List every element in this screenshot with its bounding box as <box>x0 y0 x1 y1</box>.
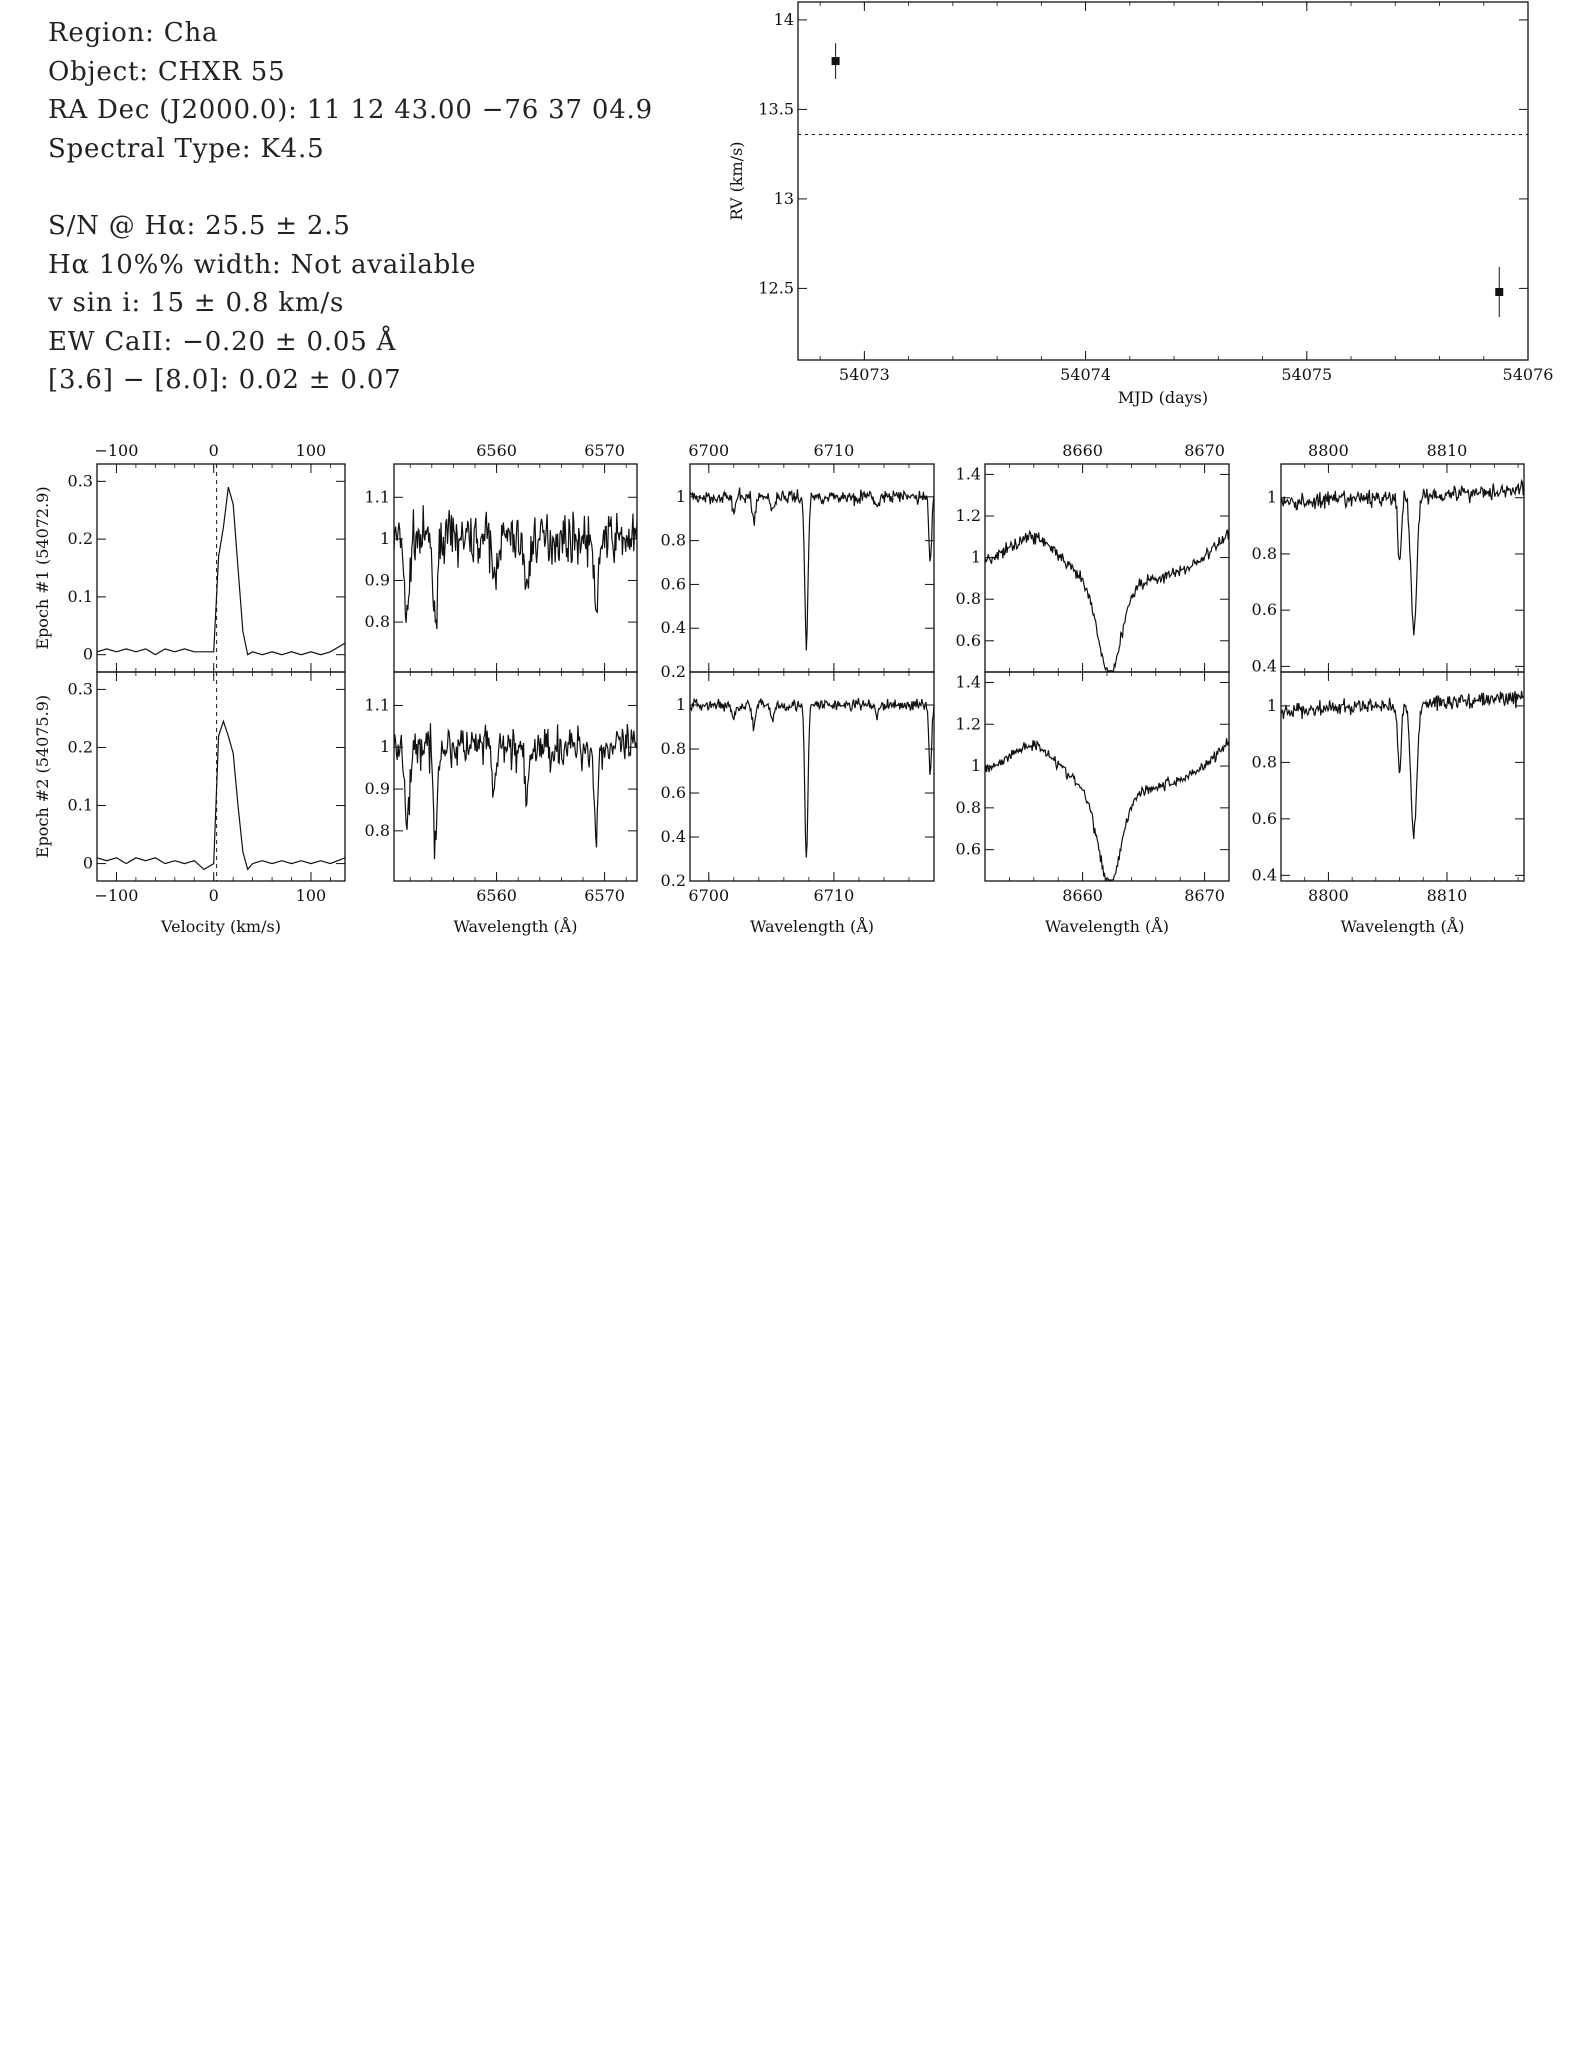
ca8807-e2-xtick-label: 8800 <box>1308 886 1349 905</box>
li6708-e2-xtick-label: 6700 <box>688 886 730 905</box>
ca8662-e2-ytick-label: 1.4 <box>955 672 981 692</box>
li6708-e1-ytick-label: 0.2 <box>660 662 686 681</box>
ca8662-e2-ytick-label: 0.8 <box>955 797 981 817</box>
li6708-e2-ytick-label: 0.2 <box>660 871 686 890</box>
rv-point-2 <box>1495 288 1503 296</box>
ca8662-series-line-1 <box>985 530 1229 671</box>
rv-xtick-label: 54073 <box>838 365 890 384</box>
halpha-e1-xtick-label-top: −100 <box>94 441 139 460</box>
li6560-e2-ytick-label: 1.1 <box>364 695 390 715</box>
ca8662-e2-ytick-label: 1 <box>970 756 981 776</box>
panel-li6560-epoch2 <box>365 672 637 905</box>
rv-ylabel: RV (km/s) <box>727 141 746 221</box>
panel-li6560 <box>365 441 637 936</box>
rv-xtick-label: 54076 <box>1502 365 1554 384</box>
halpha-frame-1 <box>97 464 345 672</box>
li6708-e1-ytick-label: 1 <box>675 486 686 506</box>
ew-caii-text: EW CaII: −0.20 ± 0.05 Å <box>48 326 397 357</box>
li6708-e1-ytick-label: 0.4 <box>660 618 686 638</box>
rv-chart <box>727 2 1553 407</box>
li6560-e2-ytick-label: 0.8 <box>364 820 390 840</box>
ca8662-e1-xtick-label-top: 8660 <box>1062 441 1103 460</box>
li6708-e2-ytick-label: 0.6 <box>660 783 686 802</box>
li6708-frame-2 <box>690 672 934 881</box>
halpha-xlabel: Velocity (km/s) <box>161 917 281 936</box>
spectral-type-text: Spectral Type: K4.5 <box>48 133 325 164</box>
region-text: Region: Cha <box>48 18 219 48</box>
panel-ca8662-epoch1 <box>956 441 1229 672</box>
ca8662-e1-xtick-label-top: 8670 <box>1184 441 1225 460</box>
halpha-e2-xtick-label: 100 <box>295 886 327 905</box>
color-index-text: [3.6] − [8.0]: 0.02 ± 0.07 <box>48 365 402 395</box>
li6708-e2-ytick-label: 0.8 <box>660 739 686 758</box>
ca8807-e1-ytick-label: 1 <box>1266 487 1277 507</box>
li6560-e1-ytick-label: 1.1 <box>364 487 390 507</box>
li6560-e2-xtick-label: 6570 <box>584 886 625 905</box>
object-text: Object: CHXR 55 <box>48 56 286 87</box>
halpha-e1-xtick-label-top: 0 <box>208 441 219 460</box>
li6560-e1-xtick-label-top: 6560 <box>476 441 517 460</box>
li6560-frame-2 <box>394 672 637 881</box>
li6560-e1-ytick-label: 0.8 <box>364 612 390 632</box>
li6708-series-line-1 <box>690 488 934 651</box>
rv-ytick-label: 13.5 <box>758 99 794 119</box>
halpha-frame-2 <box>97 672 345 881</box>
halpha-e2-ytick-label: 0.3 <box>67 679 93 699</box>
li6708-e1-ytick-label: 0.8 <box>660 530 686 550</box>
halpha-e2-xtick-label: 0 <box>208 886 219 905</box>
panel-ca8662 <box>956 441 1229 936</box>
halpha-e1-ytick-label: 0.1 <box>67 586 93 606</box>
panel-li6708 <box>661 441 934 936</box>
li6708-series-line-2 <box>690 698 934 858</box>
panel-halpha-epoch2 <box>33 672 345 905</box>
halpha-e2-ytick-label: 0.1 <box>67 795 93 815</box>
epoch-label-2: Epoch #2 (54075.9) <box>33 694 52 859</box>
ca8662-e2-ytick-label: 1.2 <box>955 714 981 734</box>
li6560-frame-1 <box>394 464 637 672</box>
halpha-width-text: Hα 10%% width: Not available <box>48 249 477 280</box>
li6560-e2-ytick-label: 0.9 <box>364 779 390 799</box>
panel-li6708-epoch2 <box>661 672 934 905</box>
epoch-label-1: Epoch #1 (54072.9) <box>33 486 52 650</box>
ca8807-e1-ytick-label: 0.4 <box>1251 656 1277 676</box>
panel-ca8807 <box>1252 441 1524 936</box>
rv-ytick-label: 13 <box>773 188 794 208</box>
ca8807-e2-ytick-label: 0.4 <box>1251 865 1277 885</box>
ca8662-e2-xtick-label: 8660 <box>1062 886 1103 905</box>
ca8662-frame-1 <box>985 464 1229 672</box>
li6708-e2-ytick-label: 1 <box>675 695 686 714</box>
panel-halpha-epoch1 <box>33 441 345 672</box>
rv-xtick-label: 54074 <box>1060 365 1112 384</box>
li6560-e2-ytick-label: 1 <box>379 737 390 757</box>
ca8807-e2-ytick-label: 0.8 <box>1251 752 1277 772</box>
rv-xlabel: MJD (days) <box>1117 388 1209 407</box>
li6560-series-line-1 <box>394 505 637 629</box>
panel-halpha <box>33 441 345 936</box>
halpha-e1-ytick-label: 0.2 <box>67 529 93 549</box>
ca8807-e1-xtick-label-top: 8800 <box>1308 441 1349 460</box>
li6708-e1-xtick-label-top: 6700 <box>688 441 730 460</box>
ca8662-e2-ytick-label: 0.6 <box>955 839 981 859</box>
rv-xtick-label: 54075 <box>1281 365 1333 384</box>
ca8662-frame-2 <box>985 672 1229 881</box>
ca8807-series-line-2 <box>1281 691 1524 839</box>
ca8662-e1-ytick-label: 1.2 <box>955 506 981 525</box>
li6560-e1-xtick-label-top: 6570 <box>584 441 625 460</box>
li6708-e2-ytick-label: 0.4 <box>660 827 686 846</box>
ca8662-e2-xtick-label: 8670 <box>1184 886 1225 905</box>
li6560-e2-xtick-label: 6560 <box>476 886 517 905</box>
rv-point-1 <box>832 57 840 65</box>
halpha-e2-ytick-label: 0 <box>82 853 93 873</box>
panel-ca8662-epoch2 <box>956 672 1229 905</box>
halpha-e1-ytick-label: 0.3 <box>67 471 93 491</box>
panel-ca8807-epoch1 <box>1252 441 1524 675</box>
ca8662-e1-ytick-label: 1 <box>970 547 981 567</box>
li6708-e2-xtick-label: 6710 <box>813 886 855 905</box>
halpha-series-line-2 <box>97 721 345 869</box>
li6560-series-line-2 <box>394 723 637 859</box>
li6560-e1-ytick-label: 0.9 <box>364 570 390 590</box>
sn-text: S/N @ Hα: 25.5 ± 2.5 <box>48 211 351 241</box>
ca8807-series-line-1 <box>1281 481 1524 636</box>
radec-text: RA Dec (J2000.0): 11 12 43.00 −76 37 04.9 <box>48 95 653 125</box>
ca8807-xlabel: Wavelength (Å) <box>1340 917 1465 936</box>
ca8662-series-line-2 <box>985 738 1229 880</box>
ca8807-e2-ytick-label: 0.6 <box>1251 808 1277 828</box>
ca8662-e1-ytick-label: 0.8 <box>955 589 981 609</box>
halpha-e2-ytick-label: 0.2 <box>67 737 93 757</box>
rv-ytick-label: 14 <box>773 9 794 29</box>
li6708-e1-ytick-label: 0.6 <box>660 574 686 594</box>
ca8807-e2-xtick-label: 8810 <box>1426 886 1468 905</box>
halpha-series-line-1 <box>97 487 345 655</box>
halpha-e1-xtick-label-top: 100 <box>295 441 327 460</box>
li6560-xlabel: Wavelength (Å) <box>453 917 578 936</box>
ca8662-xlabel: Wavelength (Å) <box>1044 917 1170 936</box>
rv-plot-frame <box>798 2 1528 360</box>
rv-ytick-label: 12.5 <box>758 278 794 298</box>
halpha-e1-ytick-label: 0 <box>82 644 93 664</box>
ca8807-e1-ytick-label: 0.8 <box>1251 543 1277 563</box>
panel-ca8807-epoch2 <box>1252 672 1524 905</box>
ca8807-e1-ytick-label: 0.6 <box>1251 600 1277 620</box>
ca8807-frame-2 <box>1281 672 1524 881</box>
ca8807-e1-xtick-label-top: 8810 <box>1426 441 1468 460</box>
ca8662-e1-ytick-label: 1.4 <box>955 464 981 484</box>
vsini-text: v sin i: 15 ± 0.8 km/s <box>48 288 345 318</box>
li6560-e1-ytick-label: 1 <box>379 528 390 548</box>
li6708-xlabel: Wavelength (Å) <box>749 917 875 936</box>
ca8807-e2-ytick-label: 1 <box>1266 695 1277 715</box>
panel-li6560-epoch1 <box>365 441 637 672</box>
panel-li6708-epoch1 <box>661 441 934 681</box>
halpha-e2-xtick-label: −100 <box>94 886 139 905</box>
li6708-e1-xtick-label-top: 6710 <box>813 441 855 460</box>
ca8662-e1-ytick-label: 0.6 <box>955 630 981 650</box>
